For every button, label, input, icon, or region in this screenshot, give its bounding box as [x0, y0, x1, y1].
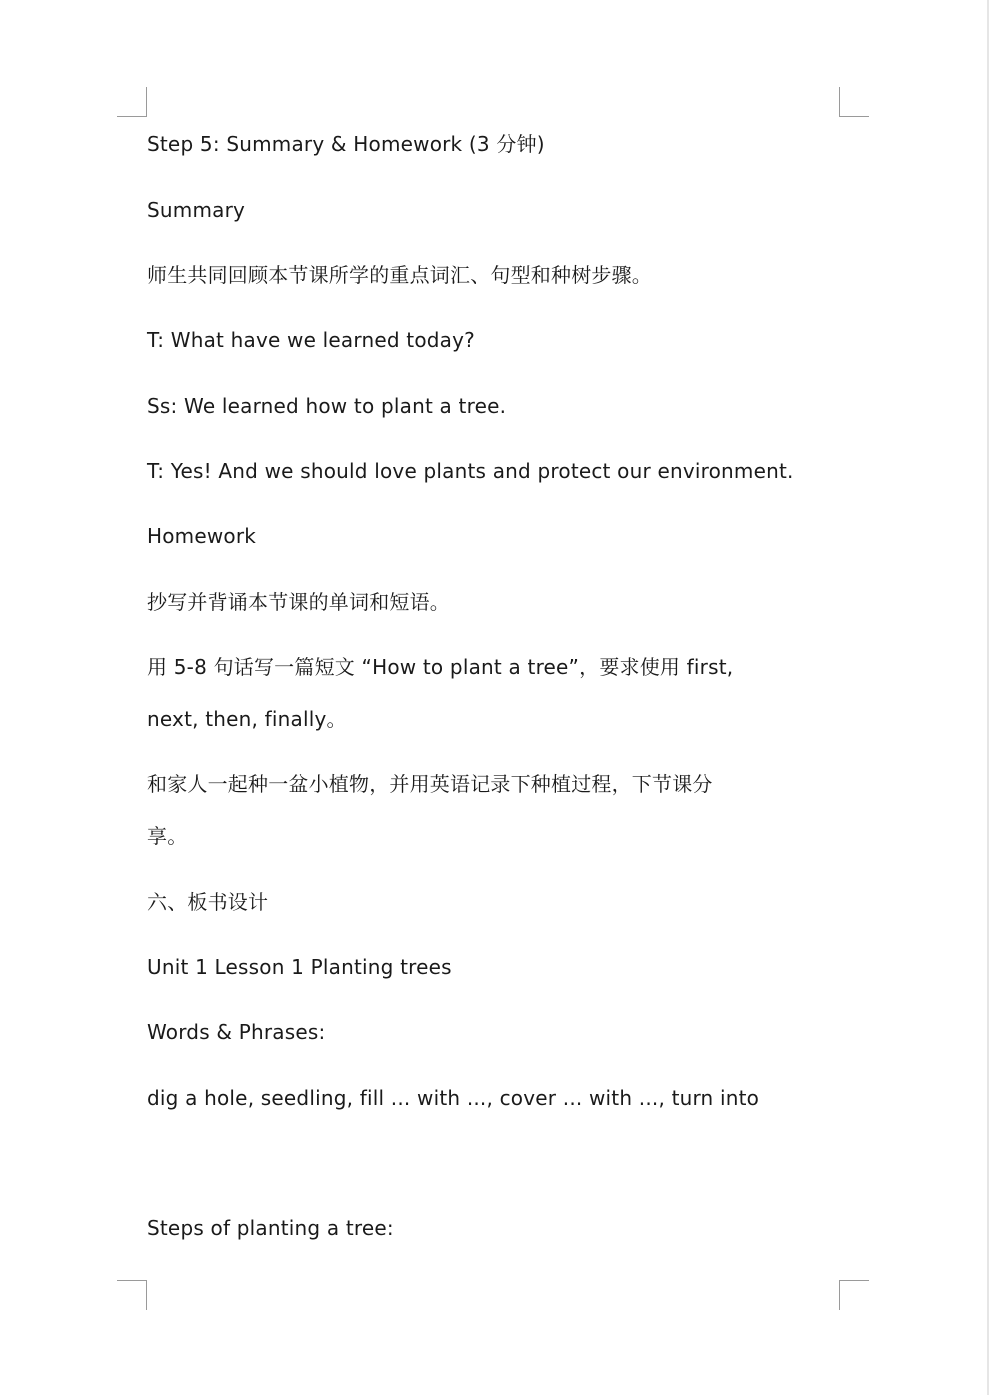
margin-mark-bottom-right	[839, 1280, 869, 1310]
homework-item: 和家人一起种一盆小植物，并用英语记录下种植过程，下节课分	[147, 772, 713, 796]
homework-heading: Homework	[147, 524, 257, 548]
margin-mark-top-left	[117, 87, 147, 117]
words-phrases-heading: Words & Phrases:	[147, 1020, 326, 1044]
summary-text: 师生共同回顾本节课所学的重点词汇、句型和种树步骤。	[147, 263, 652, 287]
board-title: Unit 1 Lesson 1 Planting trees	[147, 955, 452, 979]
homework-item-continued: next, then, finally。	[147, 707, 347, 731]
section-heading: 六、板书设计	[147, 890, 269, 914]
homework-item-continued: 享。	[147, 824, 188, 848]
dialogue-line: T: Yes! And we should love plants and protect our environment.	[147, 459, 794, 483]
homework-item: 抄写并背诵本节课的单词和短语。	[147, 590, 450, 614]
margin-mark-top-right	[839, 87, 869, 117]
dialogue-line: T: What have we learned today?	[147, 328, 475, 352]
steps-heading: Steps of planting a tree:	[147, 1216, 394, 1240]
step-heading: Step 5: Summary & Homework (3 分钟)	[147, 132, 545, 156]
words-phrases-list: dig a hole, seedling, fill ... with ..., cover ... with ..., turn into	[147, 1086, 760, 1110]
homework-item: 用 5-8 句话写一篇短文 “How to plant a tree”，要求使用 first,	[147, 655, 734, 679]
dialogue-line: Ss: We learned how to plant a tree.	[147, 394, 507, 418]
margin-mark-bottom-left	[117, 1280, 147, 1310]
summary-heading: Summary	[147, 198, 246, 222]
